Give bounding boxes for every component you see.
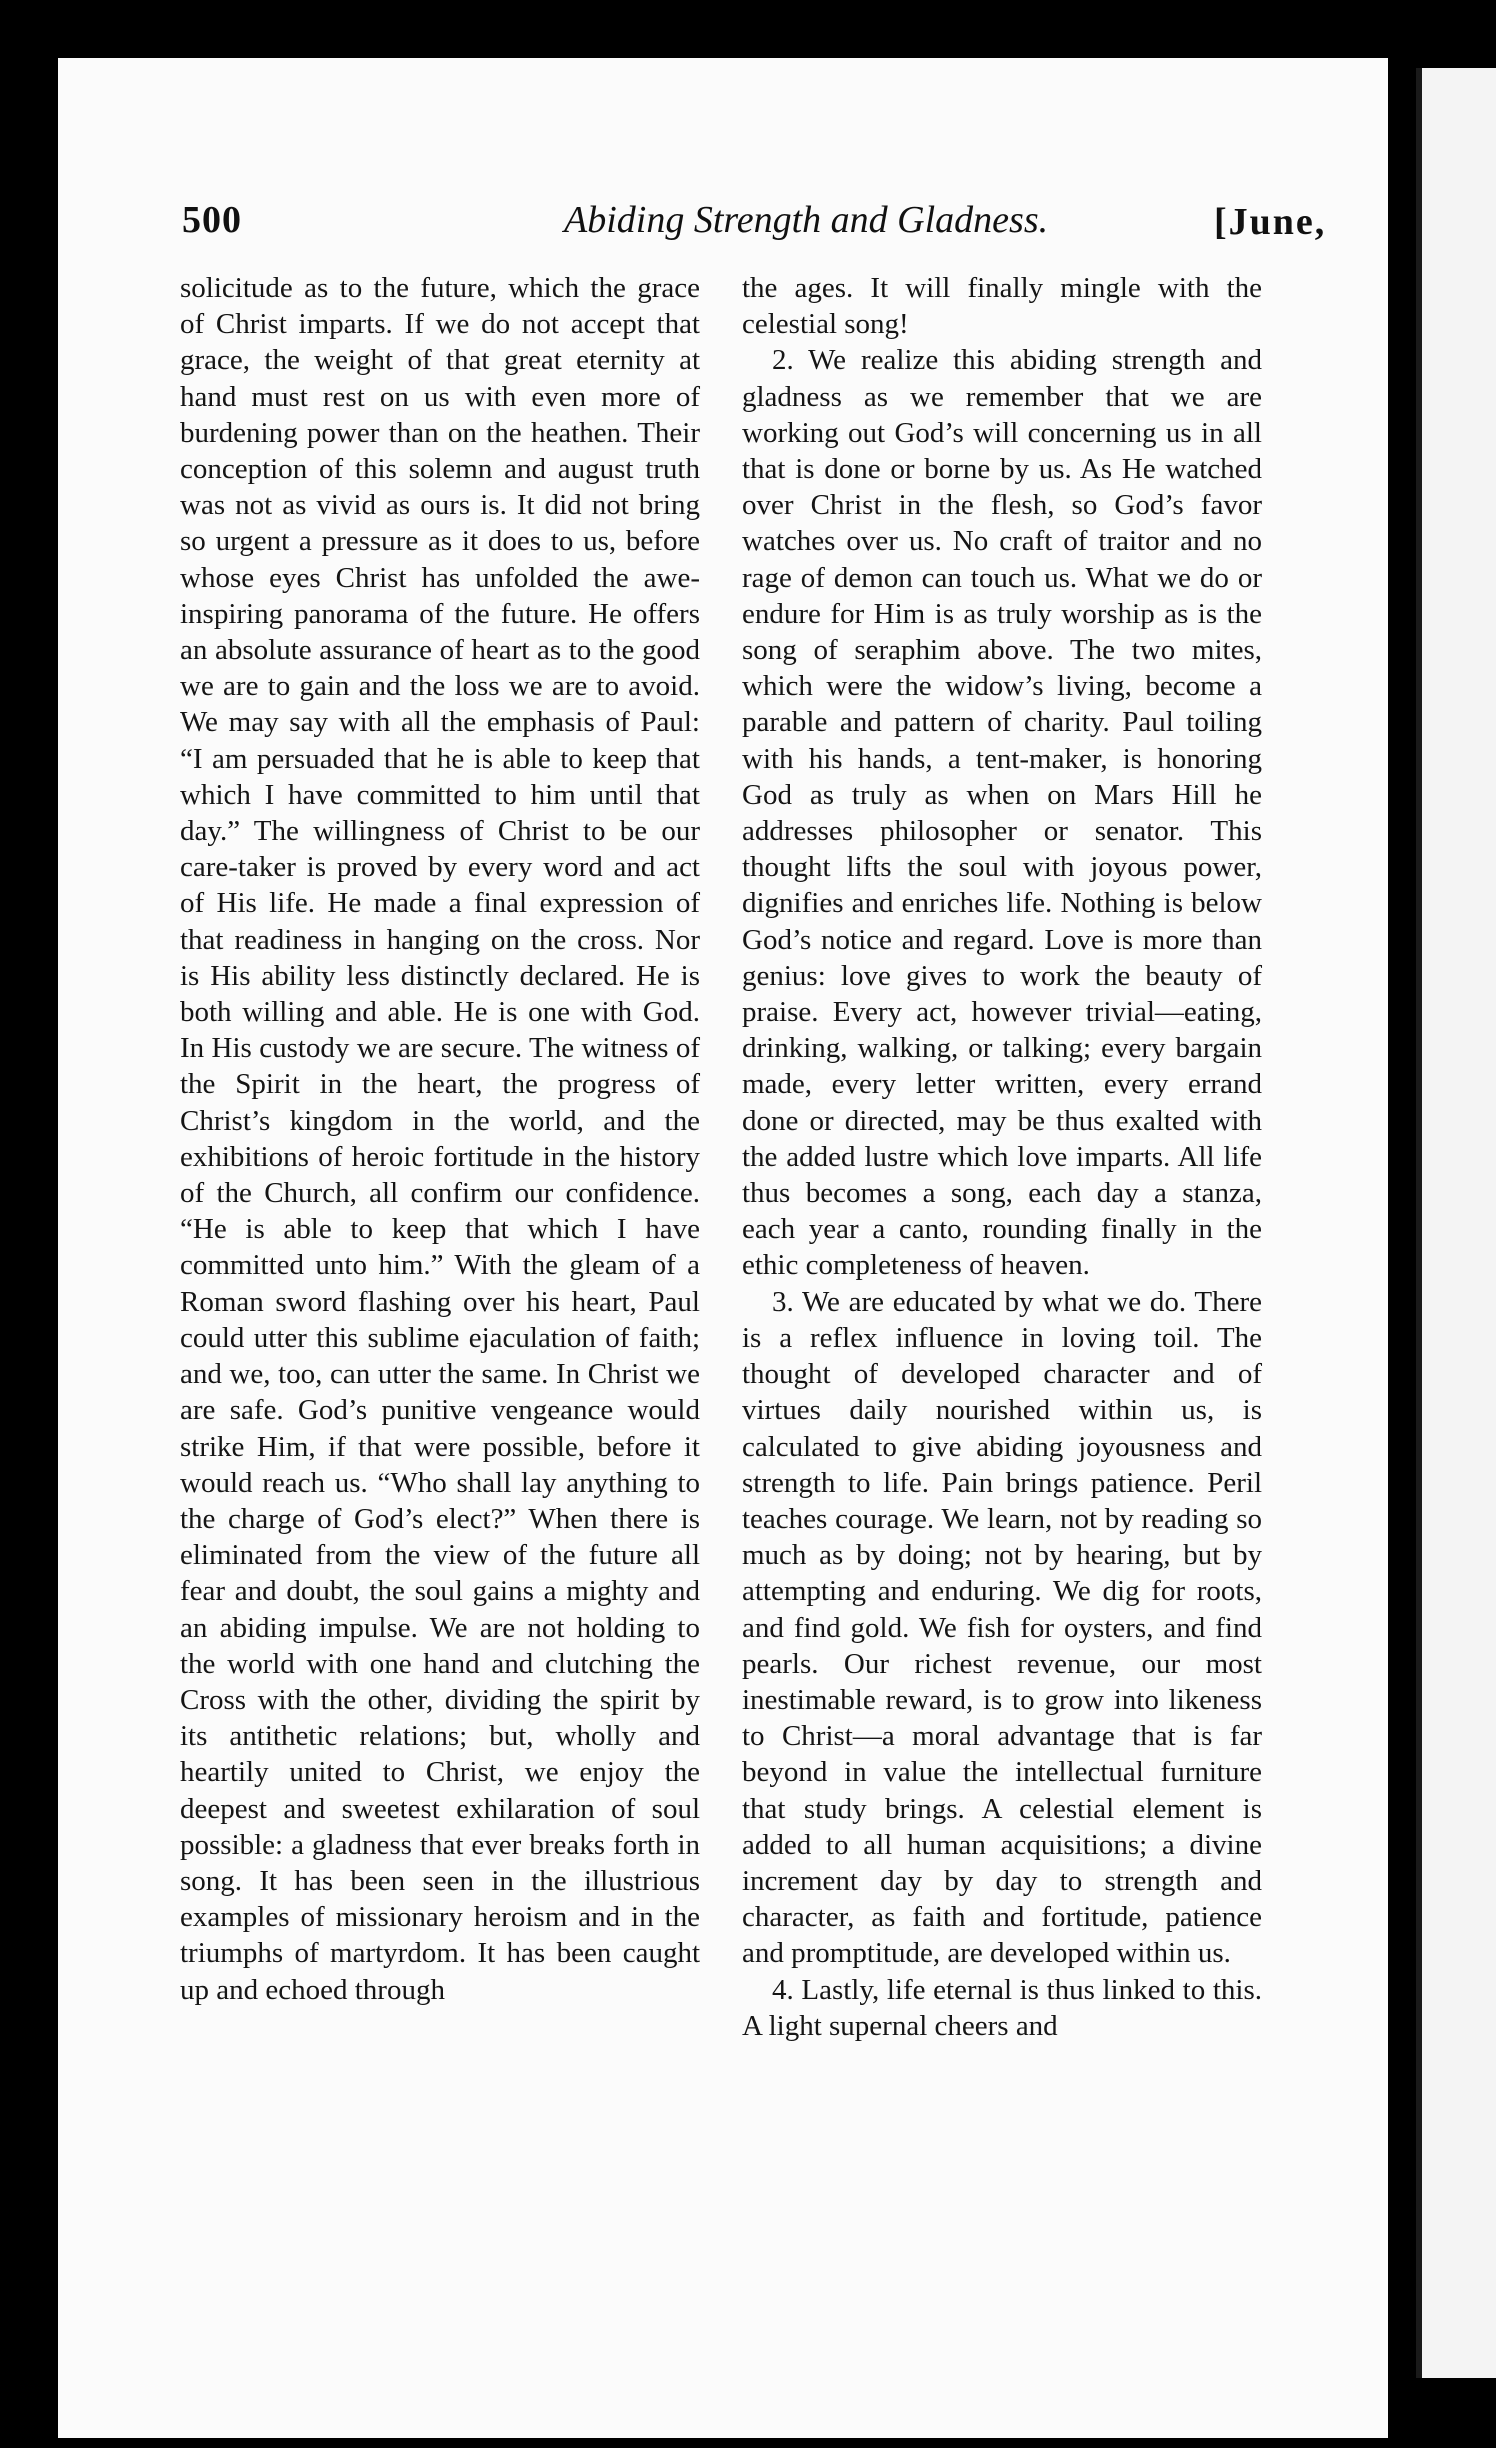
- right-paragraph-3: 3. We are educated by what we do. There is a reflex influence in loving toil. The thought of developed character and of virtues daily nourished within us, is calculated to give abiding joyousness and strength to life. Pain brings patience. Peril teaches courage. We learn, not by reading so much as by doing; not by hearing, but by attempting and enduring. We dig for roots, and find gold. We fish for oysters, and find pearls. Our richest revenue, our most inestimable reward, is to grow into likeness to Christ—a moral advantage that is far beyond in value the intellectual furniture that study brings. A celestial element is added to all human acquisitions; a divine increment day by day to strength and character, as faith and fortitude, patience and promptitude, are developed within us.: [742, 1285, 1262, 1970]
- right-paragraph-2: 2. We realize this abiding strength and gladness as we remember that we are working out God’s will concerning us in all that is done or borne by us. As He watched over Christ in the flesh, so God’s favor watches over us. No craft of traitor and no rage of demon can touch us. What we do or endure for Him is as truly worship as is the song of seraphim above. The two mites, which were the widow’s living, become a parable and pattern of charity. Paul toiling with his hands, a tent-maker, is honoring God as truly as when on Mars Hill he addresses philosopher or senator. This thought lifts the soul with joyous power, dignifies and enriches life. Nothing is below God’s notice and regard. Love is more than genius: love gives to work the beauty of praise. Every act, however trivial—eating, drinking, walking, or talking; every bargain made, every letter written, every errand done or directed, may be thus exalted with the added lustre which love imparts. All life thus becomes a song, each day a stanza, each year a canto, rounding finally in the ethic completeness of heaven.: [742, 344, 1262, 1282]
- left-column: [180, 270, 700, 2008]
- page-number: 500: [182, 199, 242, 241]
- page-header: [124, 198, 1327, 258]
- right-paragraph-4: 4. Lastly, life eternal is thus linked to this. A light supernal cheers and: [742, 1973, 1262, 2042]
- right-column: [742, 270, 1262, 2044]
- section-label: [June,: [1214, 201, 1327, 243]
- left-paragraph-1: solicitude as to the future, which the grace of Christ imparts. If we do not accept that grace, the weight of that great eternity at hand must rest on us with even more of burdening power than on the heathen. Their conception of this solemn and august truth was not as vivid as ours is. It did not bring so urgent a pressure as it does to us, before whose eyes Christ has unfolded the awe-inspiring panorama of the future. He offers an absolute assurance of heart as to the good we are to gain and the loss we are to avoid. We may say with all the emphasis of Paul: “I am persuaded that he is able to keep that which I have committed to him until that day.” The willingness of Christ to be our care-taker is proved by every word and act of His life. He made a final expression of that readiness in hanging on the cross. Nor is His ability less distinctly declared. He is both willing and able. He is one with God. In His custody we are secure. The witness of the Spirit in the heart, the progress of Christ’s kingdom in the world, and the exhibitions of heroic fortitude in the history of the Church, all confirm our confidence. “He is able to keep that which I have committed unto him.” With the gleam of a Roman sword flashing over his heart, Paul could utter this sublime ejaculation of faith; and we, too, can utter the same. In Christ we are safe. God’s punitive vengeance would strike Him, if that were possible, before it would reach us. “Who shall lay anything to the charge of God’s elect?” When there is eliminated from the view of the future all fear and doubt, the soul gains a mighty and an abiding impulse. We are not holding to the world with one hand and clutching the Cross with the other, dividing the spirit by its antithetic relations; but, wholly and heartily united to Christ, we enjoy the deepest and sweetest exhilaration of soul possible: a gladness that ever breaks forth in song. It has been seen in the illustrious examples of missionary heroism and in the triumphs of martyrdom. It has been caught up and echoed through: [180, 272, 700, 2006]
- running-title: Abiding Strength and Gladness.: [564, 199, 1049, 241]
- adjacent-page-edge: [1416, 68, 1496, 2378]
- right-paragraph-1: the ages. It will finally mingle with the celestial song!: [742, 272, 1262, 341]
